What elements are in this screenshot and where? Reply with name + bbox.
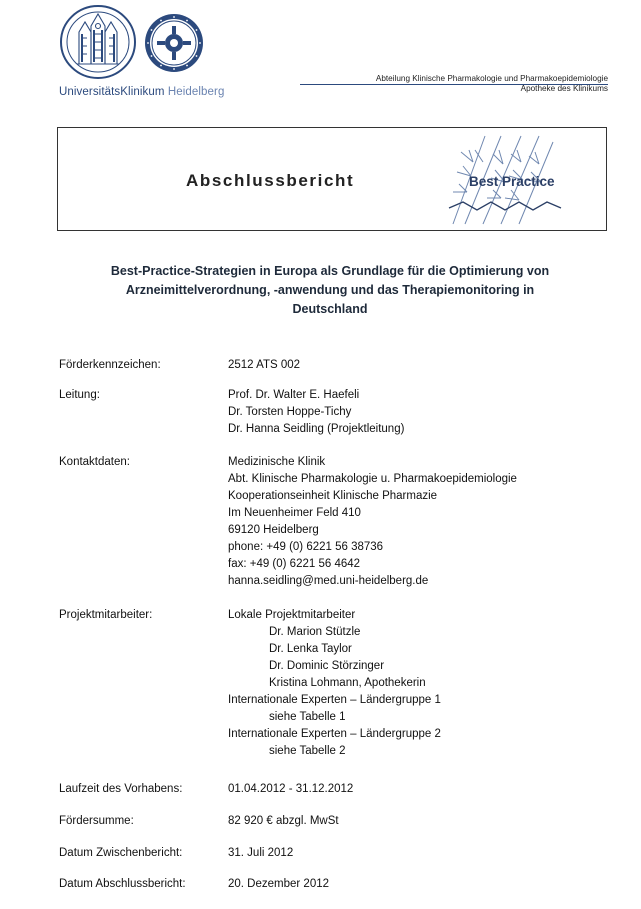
subtitle-line-2: Arzneimittelverordnung, -anwendung und das Therapiemonitoring in <box>125 283 535 297</box>
university-name-city: Heidelberg <box>167 86 225 98</box>
field-label: Datum Zwischenbericht: <box>59 847 183 859</box>
contact-line: 69120 Heidelberg <box>228 524 319 536</box>
university-name-main: UniversitätsKlinikum <box>59 86 165 98</box>
field-value-list <box>228 607 628 760</box>
table-reference: siehe Tabelle 1 <box>269 711 346 723</box>
field-value-list <box>228 454 628 590</box>
university-name <box>59 86 224 98</box>
university-seal-icon <box>59 4 137 80</box>
field-value-list <box>228 387 628 438</box>
field-value: 31. Juli 2012 <box>228 847 294 859</box>
department-line-1: Abteilung Klinische Pharmakologie und Pharmakoepidemiologie <box>375 74 608 83</box>
staff-group-heading: Internationale Experten – Ländergruppe 1 <box>228 694 441 706</box>
staff-member: Kristina Lohmann, Apothekerin <box>269 677 426 689</box>
header-divider <box>300 84 608 85</box>
field-label: Förderkennzeichen: <box>59 359 161 371</box>
leitung-line: Dr. Hanna Seidling (Projektleitung) <box>228 423 405 435</box>
staff-member: Dr. Marion Stützle <box>269 626 361 638</box>
field-value: 2512 ATS 002 <box>228 359 301 371</box>
field-label: Projektmitarbeiter: <box>59 609 153 621</box>
contact-line: Kooperationseinheit Klinische Pharmazie <box>228 490 438 502</box>
contact-line: Im Neuenheimer Feld 410 <box>228 507 361 519</box>
contact-email: hanna.seidling@med.uni-heidelberg.de <box>228 575 429 587</box>
contact-line: Abt. Klinische Pharmakologie u. Pharmakoepidemiologie <box>228 473 517 485</box>
staff-group-heading: Lokale Projektmitarbeiter <box>228 609 356 621</box>
field-label: Leitung: <box>59 389 100 401</box>
field-label: Datum Abschlussbericht: <box>59 878 186 890</box>
clinic-seal-icon <box>143 12 205 74</box>
staff-member: Dr. Dominic Störzinger <box>269 660 385 672</box>
project-subtitle <box>60 262 600 319</box>
subtitle-line-1: Best-Practice-Strategien in Europa als Grundlage für die Optimierung von <box>110 264 550 278</box>
best-practice-logo-text: Best Practice <box>469 174 555 189</box>
contact-fax: fax: +49 (0) 6221 56 4642 <box>228 558 361 570</box>
leitung-line: Prof. Dr. Walter E. Haefeli <box>228 389 360 401</box>
staff-member: Dr. Lenka Taylor <box>269 643 352 655</box>
leitung-line: Dr. Torsten Hoppe-Tichy <box>228 406 352 418</box>
field-value: 01.04.2012 - 31.12.2012 <box>228 783 354 795</box>
field-value: 82 920 € abzgl. MwSt <box>228 815 339 827</box>
contact-phone: phone: +49 (0) 6221 56 38736 <box>228 541 384 553</box>
title-box <box>57 127 607 231</box>
field-label: Laufzeit des Vorhabens: <box>59 783 183 795</box>
table-reference: siehe Tabelle 2 <box>269 745 346 757</box>
report-title: Abschlussbericht <box>186 171 355 190</box>
field-value: 20. Dezember 2012 <box>228 878 330 890</box>
field-label: Fördersumme: <box>59 815 134 827</box>
contact-line: Medizinische Klinik <box>228 456 326 468</box>
field-label: Kontaktdaten: <box>59 456 130 468</box>
subtitle-line-3: Deutschland <box>292 302 368 316</box>
department-line-2: Apotheke des Klinikums <box>520 84 608 93</box>
staff-group-heading: Internationale Experten – Ländergruppe 2 <box>228 728 441 740</box>
